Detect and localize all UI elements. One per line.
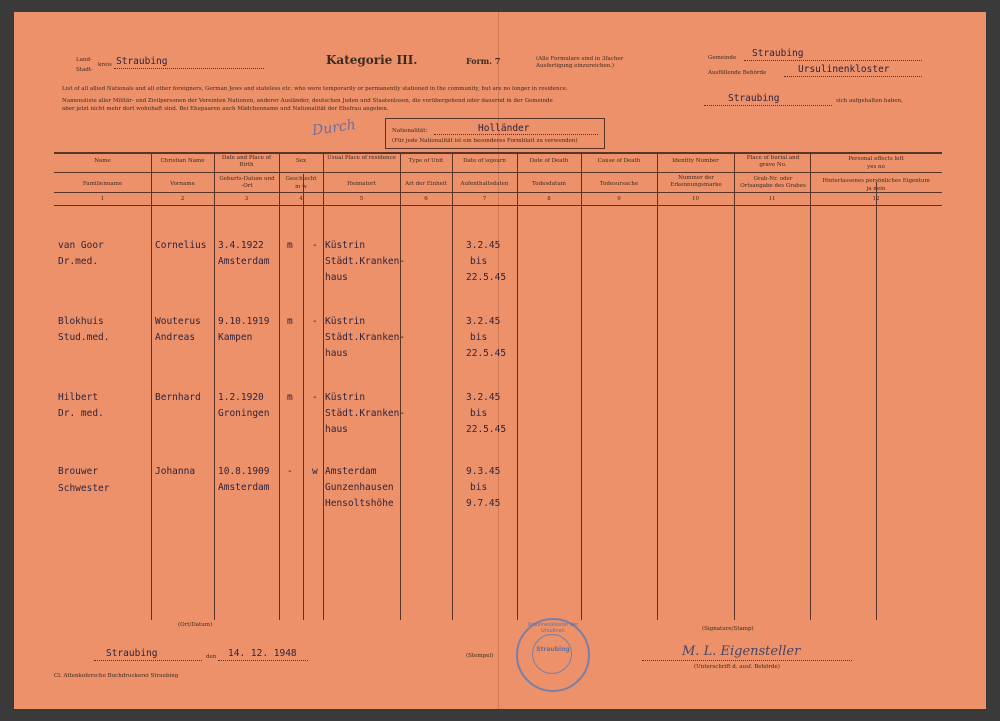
row-firstname: Bernhard (155, 392, 201, 403)
intro-line-2b: sich aufgehalten haben, (836, 98, 903, 104)
col-8-en: Date of Death (529, 158, 569, 164)
stadt-label: Stadt- (76, 67, 93, 73)
fold-line (498, 12, 499, 709)
row-firstname: Wouterus (155, 316, 201, 327)
col-6-en: Type of Unit (408, 158, 444, 164)
den-label: den (206, 654, 217, 660)
row-sex-m: m (287, 392, 293, 403)
row-sex-w: - (312, 240, 318, 251)
ort-datum-label: (Ort/Datum) (178, 622, 213, 628)
row-residence-3: haus (325, 272, 348, 283)
ort-value: Straubing (106, 648, 158, 659)
row-date-from: 3.2.45 (466, 392, 501, 403)
row-sex-w: - (312, 392, 318, 403)
row-birth-date: 9.10.1919 (218, 316, 270, 327)
intro-line-1: List of all allied Nationals and all other foreigners, German Jews and stateless etc. who were temporarily or permanently stationed in the community, but are no longer in residence. (62, 86, 568, 92)
row-residence-2: Städt.Kranken- (325, 408, 406, 419)
col-5-de: Heimatort (347, 181, 376, 187)
col-2-en: Christian Name (160, 158, 205, 164)
form-sheet (14, 12, 986, 709)
row-name: Blokhuis (58, 316, 104, 327)
col-3-de: Geburts-Datum und -Ort (219, 176, 275, 189)
office-stamp (516, 618, 590, 692)
row-residence-1: Küstrin (325, 392, 366, 403)
col-4-en: Sex (295, 158, 307, 164)
col-8-num: 8 (547, 196, 551, 202)
intro-line-3: aber jetzt nicht mehr dort wohnhaft sind. Bei Ehepaaren auch Mädchenname und Nationalität der Ehefrau angeben. (62, 106, 389, 112)
row-sex-m: m (287, 316, 293, 327)
row-title: Schwester (58, 483, 110, 494)
row-sex-m: m (287, 240, 293, 251)
col-2-num: 2 (180, 196, 185, 202)
row-birth-place: Amsterdam (218, 256, 270, 267)
col-8-de: Todesdatum (532, 181, 566, 187)
row-birth-place: Amsterdam (218, 482, 270, 493)
signature-label: (Signature/Stamp) (702, 626, 754, 632)
row-residence-1: Küstrin (325, 316, 366, 327)
row-name: Brouwer (58, 466, 99, 477)
kreis-value: Straubing (116, 56, 168, 67)
col-10-num: 10 (692, 196, 699, 202)
row-birth-place: Groningen (218, 408, 270, 419)
row-birth-date: 3.4.1922 (218, 240, 264, 251)
col-9-en: Cause of Death (597, 158, 641, 164)
col-12-en: Personal effects left (848, 156, 904, 162)
row-date-to: 9.7.45 (466, 498, 501, 509)
col-4-de: Geschlecht (285, 176, 317, 182)
col-6-de: Art der Einheit (405, 181, 447, 187)
col-4-sub: m w (295, 184, 307, 190)
row-firstname: Cornelius (155, 240, 207, 251)
row-date-bis: bis (470, 408, 488, 419)
col-9-num: 9 (617, 196, 621, 202)
row-date-bis: bis (470, 482, 488, 493)
col-5-num: 5 (359, 196, 364, 202)
row-residence-1: Küstrin (325, 240, 366, 251)
form-title: Kategorie III. (326, 53, 418, 67)
handwritten-note: Durch (311, 117, 357, 139)
col-7-en: Date of sojourn (463, 158, 506, 164)
col-1-de: Familienname (82, 181, 123, 187)
col-12-de: Hinterlassenes persönliches Eigentum (822, 178, 930, 184)
kreis-label: kreis (98, 62, 112, 68)
row-date-to: 22.5.45 (466, 272, 507, 283)
note-line-1: (Alle Formulare sind in 3facher (536, 56, 624, 62)
intro-gemeinde-value: Straubing (728, 93, 780, 104)
row-date-from: 9.3.45 (466, 466, 501, 477)
row-date-from: 3.2.45 (466, 316, 501, 327)
col-12-de-sub: ja nein (866, 186, 886, 192)
col-5-en: Usual Place of residence (327, 155, 396, 161)
nationality-box (385, 118, 605, 149)
row-residence-2: Städt.Kranken- (325, 256, 406, 267)
row-residence-2: Gunzenhausen (325, 482, 394, 493)
gemeinde-label: Gemeinde (708, 55, 737, 61)
row-residence-2: Städt.Kranken- (325, 332, 406, 343)
col-12-en-sub: yes no (867, 164, 885, 170)
nationality-value: Holländer (478, 123, 530, 134)
col-1-en: Name (94, 158, 111, 164)
stamp-ring-text: Ursulinenkloster der Ursulinen (527, 622, 579, 634)
col-7-num: 7 (482, 196, 487, 202)
intro-line-2: Namensliste aller Militär- und Zivilpersonen der Vereinten Nationen, anderer Ausländer, deutschen Juden und Staatenlosen, die vorübergehend oder dauernd in der Gemeinde (62, 98, 553, 104)
row-date-bis: bis (470, 256, 488, 267)
row-firstname-2: Andreas (155, 332, 196, 343)
row-name: Hilbert (58, 392, 99, 403)
note-line-2: Ausfertigung einzureichen.) (536, 63, 615, 69)
row-name: van Goor (58, 240, 104, 251)
row-sex-w: - (312, 316, 318, 327)
stempel-label: (Stempel) (466, 653, 494, 659)
row-date-from: 3.2.45 (466, 240, 501, 251)
row-residence-1: Amsterdam (325, 466, 377, 477)
col-12-num: 12 (872, 196, 880, 202)
behoerde-value: Ursulinenkloster (798, 64, 890, 75)
col-3-num: 3 (244, 196, 249, 202)
col-1-num: 1 (100, 196, 105, 202)
col-10-de: Nummer der Erkennungsmarke (670, 175, 722, 188)
col-3-en: Date and Place of Birth (221, 155, 272, 168)
land-label: Land- (76, 57, 92, 63)
col-9-de: Todesursache (599, 181, 639, 187)
row-residence-3: haus (325, 424, 348, 435)
col-10-en: Identity Number (672, 158, 719, 164)
unterschrift-label: (Unterschrift d. ausf. Behörde) (694, 664, 780, 670)
col-6-num: 6 (424, 196, 428, 202)
row-birth-date: 10.8.1909 (218, 466, 270, 477)
row-birth-date: 1.2.1920 (218, 392, 264, 403)
row-sex-m: - (287, 466, 293, 477)
gemeinde-value: Straubing (752, 48, 804, 59)
col-7-de: Aufenthaltsdaten (460, 181, 509, 187)
row-residence-3: haus (325, 348, 348, 359)
row-date-bis: bis (470, 332, 488, 343)
row-date-to: 22.5.45 (466, 348, 507, 359)
row-firstname: Johanna (155, 466, 196, 477)
signature: M. L. Eigensteller (682, 644, 801, 659)
col-4-num: 4 (299, 196, 303, 202)
row-title: Dr. med. (58, 408, 104, 419)
nationality-note: (Für jede Nationalität ist ein besonderes Formblatt zu verwenden) (392, 138, 578, 144)
col-11-en: Place of burial and grave No. (746, 155, 800, 168)
datum-value: 14. 12. 1948 (228, 648, 297, 659)
behoerde-label: Ausfüllende Behörde (708, 70, 767, 76)
row-birth-place: Kampen (218, 332, 253, 343)
printer-imprint: Cl. Attenkofersche Buchdruckerei Straubing (54, 673, 179, 679)
col-2-de: Vorname (170, 181, 195, 187)
col-11-num: 11 (768, 196, 776, 202)
row-residence-3: Hensoltshöhe (325, 498, 394, 509)
col-11-de: Grab-Nr. oder Ortsangabe des Grabes (740, 176, 806, 189)
stamp-center-text: Straubing (536, 646, 570, 653)
row-title: Stud.med. (58, 332, 110, 343)
form-number: Form. 7 (466, 56, 501, 66)
row-title: Dr.med. (58, 256, 99, 267)
nationality-label: Nationalität: (392, 128, 428, 134)
row-sex-w: w (312, 466, 318, 477)
row-date-to: 22.5.45 (466, 424, 507, 435)
